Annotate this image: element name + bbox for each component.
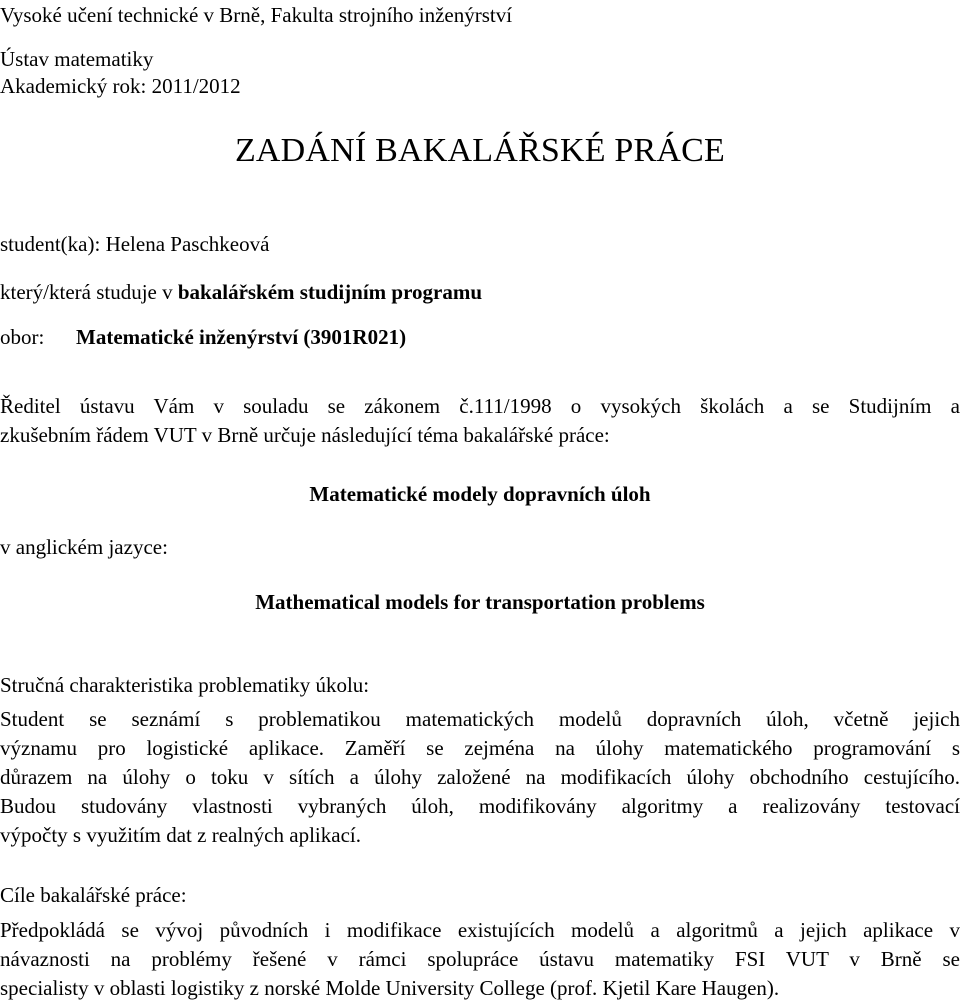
intro-line-2: zkušebním řádem VUT v Brně určuje následující téma bakalářské práce: [0,423,610,447]
intro-paragraph [0,392,960,450]
characteristics-line-5: výpočty s využitím dat z realných aplikací. [0,823,361,847]
topic-czech: Matematické modely dopravních úloh [309,482,651,506]
characteristics-line-1: Student se seznámí s problematikou matematických modelů dopravních úloh, včetně jejich [0,707,960,731]
academic-year-line: Akademický rok: 2011/2012 [0,74,241,98]
goals-line-2: návaznosti na problémy řešené v rámci spolupráce ústavu matematiky FSI VUT v Brně se [0,947,960,971]
field-name: Matematické inženýrství (3901R021) [76,325,407,349]
student-line [0,234,269,255]
department-line: Ústav matematiky [0,47,154,71]
characteristics-line-4: Budou studovány vlastnosti vybraných úloh, modifikovány algoritmy a realizovány testovací [0,794,960,818]
characteristics-paragraph [0,705,960,850]
program-line [0,282,482,303]
program-name: bakalářském studijním programu [177,280,483,304]
goals-heading: Cíle bakalářské práce: [0,883,187,907]
field-line [0,327,406,348]
student-label: student(ka): [0,232,101,256]
english-label: v anglickém jazyce: [0,535,168,559]
institution-line: Vysoké učení technické v Brně, Fakulta strojního inženýrství [0,3,513,27]
field-label: obor: [0,325,45,349]
intro-line-1: Ředitel ústavu Vám v souladu se zákonem č.111/1998 o vysokých školách a se Studijním a [0,394,960,418]
characteristics-line-2: významu pro logistické aplikace. Zaměří se zejména na úlohy matematického programování s [0,736,960,760]
goals-paragraph [0,916,960,1003]
characteristics-heading: Stručná charakteristika problematiky úkolu: [0,673,370,697]
topic-english: Mathematical models for transportation problems [255,590,705,614]
goals-line-1: Předpokládá se vývoj původních i modifikace existujících modelů a algoritmů a jejich aplikace v [0,918,960,942]
goals-line-3: specialisty v oblasti logistiky z norské Molde University College (prof. Kjetil Kare Haugen). [0,976,780,1000]
document-title: ZADÁNÍ BAKALÁŘSKÉ PRÁCE [234,132,726,169]
characteristics-line-3: důrazem na úlohy o toku v sítích a úlohy založené na modifikacích úlohy obchodního cestujícího. [0,765,960,789]
student-name: Helena Paschkeová [105,232,270,256]
program-prefix: který/která studuje v [0,280,173,304]
